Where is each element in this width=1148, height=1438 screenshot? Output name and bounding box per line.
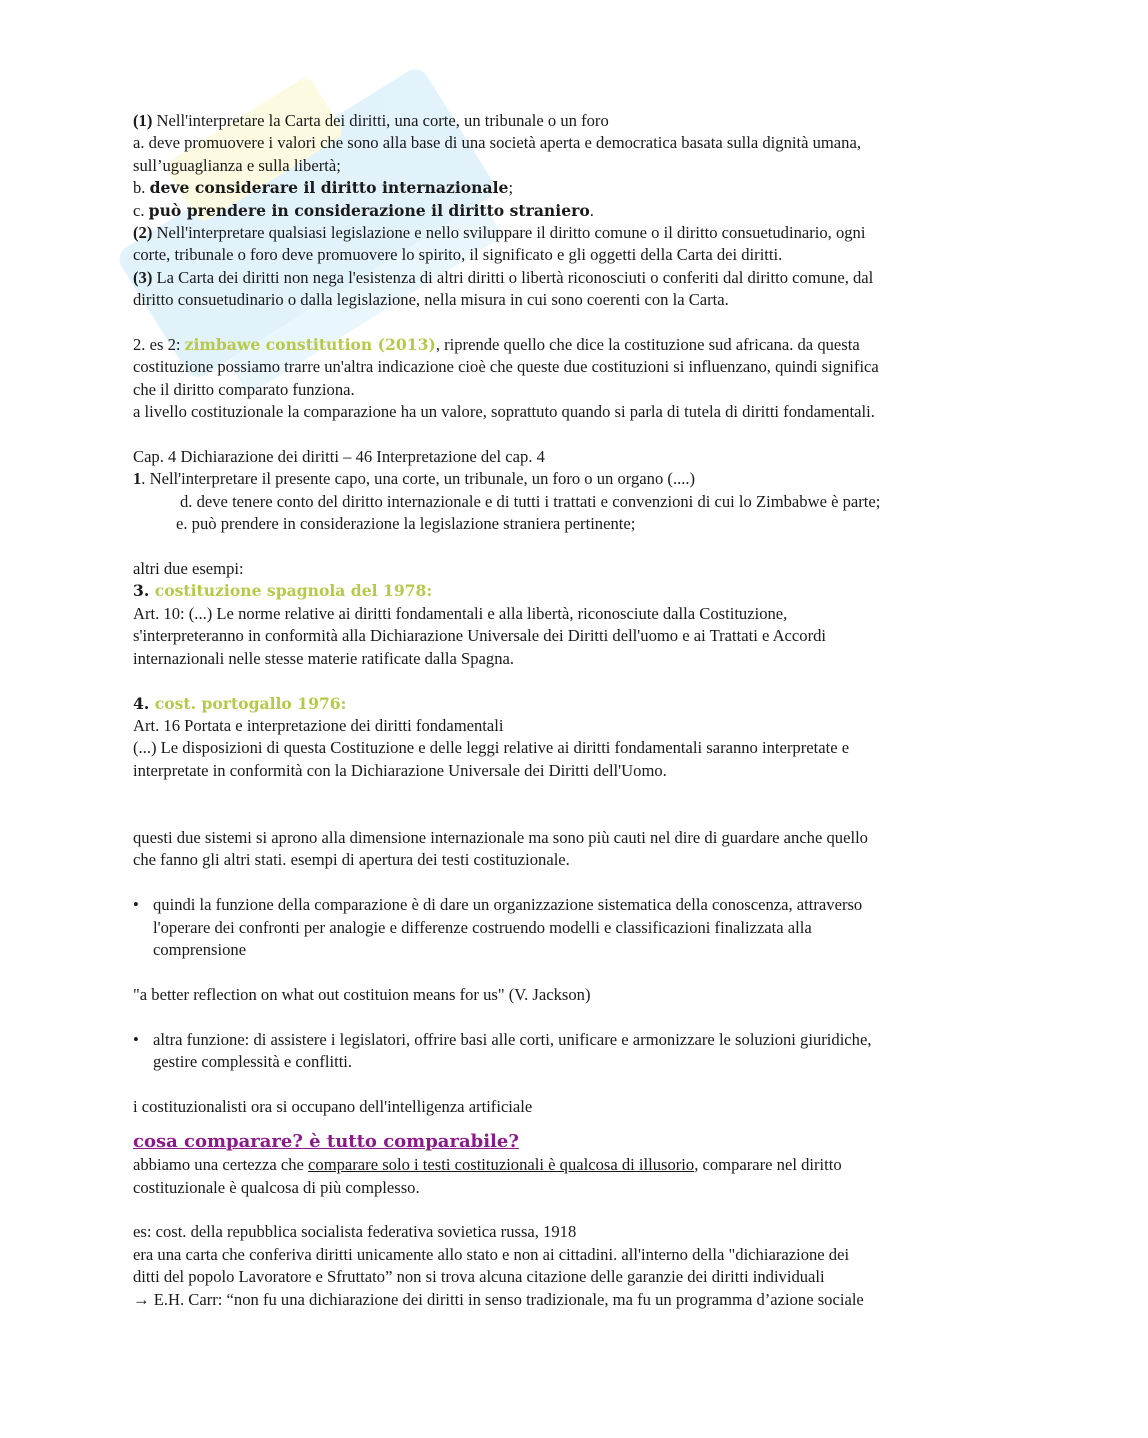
- es4-line-2: (...) Le disposizioni di questa Costituzione e delle leggi relative ai diritti fondamentali saranno interpretate e: [133, 738, 850, 758]
- es2-line-1: 2. es 2: zimbawe constitution (2013), riprende quello che dice la costituzione sud africana. da questa: [133, 335, 860, 355]
- cap4-title: Cap. 4 Dichiarazione dei diritti – 46 Interpretazione del cap. 4: [133, 447, 545, 467]
- para-1c: c. può prendere in considerazione il diritto straniero.: [133, 200, 594, 220]
- es2-line-2: costituzione possiamo trarre un'altra indicazione cioè che queste due costituzioni si influenzano, quindi significa: [133, 357, 879, 377]
- es-russia-line-3: ditti del popolo Lavoratore e Sfruttato” non si trova alcuna citazione delle garanzie dei diritti individuali: [133, 1267, 825, 1287]
- altri-esempi: altri due esempi:: [133, 559, 244, 579]
- es4-line-3: interpretate in conformità con la Dichiarazione Universale dei Diritti dell'Uomo.: [133, 760, 667, 780]
- para-2-line-1: (2) Nell'interpretare qualsiasi legislazione e nello sviluppare il diritto comune o il diritto consuetudinario, ogni: [133, 223, 866, 243]
- certezza-line-1: abbiamo una certezza che comparare solo i testi costituzionali è qualcosa di illusorio, comparare nel diritto: [133, 1155, 842, 1175]
- para-1-heading: (1) Nell'interpretare la Carta dei diritti, una corte, un tribunale o un foro: [133, 111, 609, 130]
- bullet-altra-funzione: • altra funzione: di assistere i legislatori, offrire basi alle corti, unificare e armonizzare le soluzioni giuridiche, gestire complessità e conflitti.: [133, 1029, 1013, 1074]
- ai-line: i costituzionalisti ora si occupano dell'intelligenza artificiale: [133, 1096, 533, 1116]
- es4-line-1: Art. 16 Portata e interpretazione dei diritti fondamentali: [133, 715, 504, 735]
- quote-jackson: "a better reflection on what out costituion means for us" (V. Jackson): [133, 984, 591, 1004]
- sistemi-line-2: che fanno gli altri stati. esempi di apertura dei testi costituzionale.: [133, 850, 570, 870]
- es4-heading: 4. cost. portogallo 1976:: [133, 693, 347, 713]
- bullet-dot: •: [133, 895, 139, 915]
- cap4-point-d: d. deve tenere conto del diritto internazionale e di tutti i trattati e convenzioni di cui lo Zimbabwe è parte;: [180, 491, 881, 511]
- document-body: [133, 110, 1013, 1311]
- es3-heading: 3. costituzione spagnola del 1978:: [133, 581, 433, 601]
- es-russia-line-2: era una carta che conferiva diritti unicamente allo stato e non ai cittadini. all'interno della "dichiarazione dei: [133, 1244, 850, 1264]
- bullet-funzione-comparazione: • quindi la funzione della comparazione è di dare un organizzazione sistematica della conoscenza, attraverso l'operare dei confronti per analogie e differenze costruendo modelli e classificazioni finalizzata alla comprensione: [133, 894, 1013, 961]
- bullet-dot: •: [133, 1029, 139, 1049]
- es-russia-line-4: → E.H. Carr: “non fu una dichiarazione dei diritti in senso tradizionale, ma fu un programma d’azione sociale: [133, 1289, 864, 1309]
- para-3-line-2: diritto consuetudinario o dalla legislazione, nella misura in cui sono coerenti con la Carta.: [133, 290, 729, 310]
- es3-line-1: Art. 10: (...) Le norme relative ai diritti fondamentali e alla libertà, riconosciute dalla Costituzione,: [133, 603, 788, 623]
- section-heading: cosa comparare? è tutto comparabile?: [133, 1131, 519, 1153]
- sistemi-line-1: questi due sistemi si aprono alla dimensione internazionale ma sono più cauti nel dire di guardare anche quello: [133, 827, 868, 847]
- es2-line-3: che il diritto comparato funziona.: [133, 379, 355, 399]
- cap4-point-e: e. può prendere in considerazione la legislazione straniera pertinente;: [176, 514, 636, 534]
- es3-line-3: internazionali nelle stesse materie ratificate dalla Spagna.: [133, 648, 515, 668]
- para-2-line-2: corte, tribunale o foro deve promuovere lo spirito, il significato e gli oggetti della Carta dei diritti.: [133, 245, 783, 265]
- certezza-line-2: costituzionale è qualcosa di più complesso.: [133, 1177, 420, 1197]
- para-1a-line-2: sull’uguaglianza e sulla libertà;: [133, 155, 341, 175]
- para-3-line-1: (3) La Carta dei diritti non nega l'esistenza di altri diritti o libertà riconosciuti o conferiti dal diritto comune, dal: [133, 267, 874, 287]
- es-russia-line-1: es: cost. della repubblica socialista federativa sovietica russa, 1918: [133, 1222, 577, 1242]
- es3-line-2: s'interpreteranno in conformità alla Dichiarazione Universale dei Diritti dell'uomo e ai Trattati e Accordi: [133, 626, 827, 646]
- cap4-point-1: 1. Nell'interpretare il presente capo, una corte, un tribunale, un foro o un organo (....): [133, 469, 696, 489]
- para-1b: b. deve considerare il diritto internazionale;: [133, 178, 514, 198]
- es2-line-4: a livello costituzionale la comparazione ha un valore, soprattuto quando si parla di tutela di diritti fondamentali.: [133, 402, 875, 422]
- para-1a-line-1: a. deve promuovere i valori che sono alla base di una società aperta e democratica basata sulla dignità umana,: [133, 133, 861, 153]
